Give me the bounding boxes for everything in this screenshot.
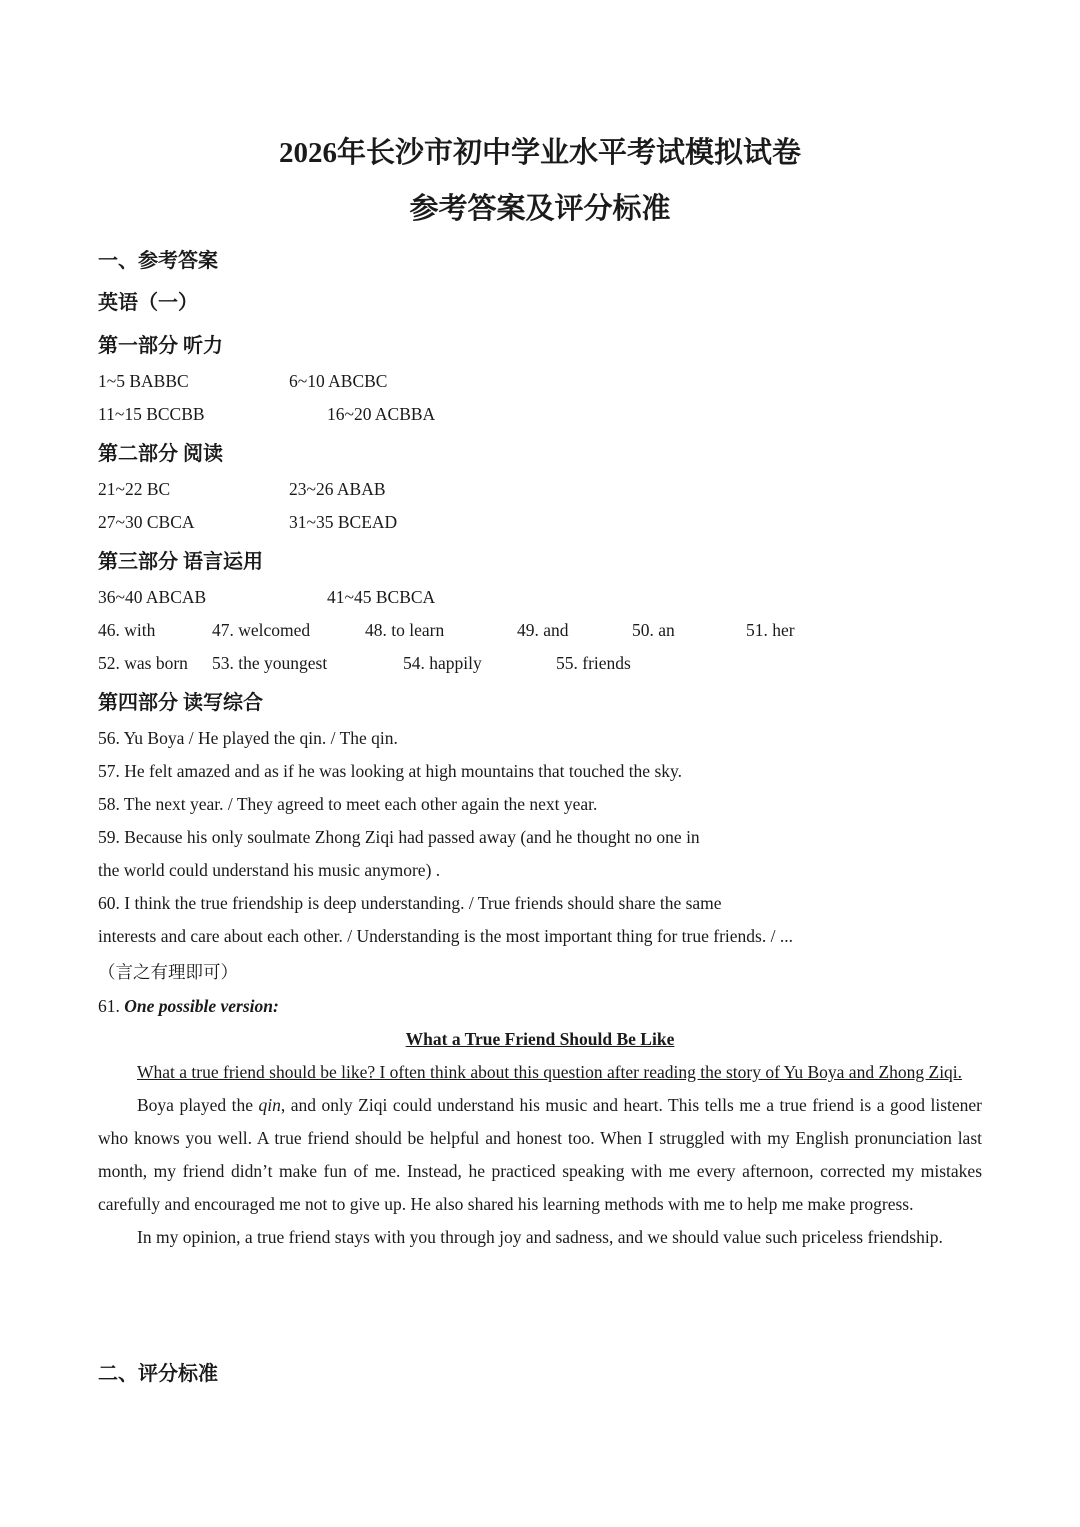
essay-paragraph-1: What a true friend should be like? I often think about this question after reading the story of Yu Boya and Zhong Ziqi.: [137, 1062, 963, 1082]
answer-line: 21~22 BC: [98, 479, 171, 499]
fill-answer: 51. her: [746, 620, 795, 640]
answer-56: 56. Yu Boya / He played the qin. / The qin.: [98, 728, 398, 748]
fill-answer: 54. happily: [403, 653, 482, 673]
answer-61-label: [98, 996, 279, 1017]
page-subtitle: 参考答案及评分标准: [409, 193, 671, 225]
part1-heading: 第一部分 听力: [98, 335, 223, 357]
answer-58: 58. The next year. / They agreed to meet each other again the next year.: [98, 794, 598, 814]
essay-title: What a True Friend Should Be Like: [405, 1029, 675, 1049]
answer-line: 1~5 BABBC: [98, 371, 189, 391]
essay-italic-word: qin: [258, 1095, 281, 1115]
answer-60-line1: 60. I think the true friendship is deep understanding. / True friends should share the same: [98, 893, 722, 913]
fill-answer: 48. to learn: [365, 620, 445, 640]
fill-answer: 53. the youngest: [212, 653, 328, 673]
essay-body: [98, 1056, 982, 1254]
answer-line: 31~35 BCEAD: [289, 512, 398, 532]
essay-paragraph-2: [98, 1089, 982, 1221]
answer-line: 6~10 ABCBC: [289, 371, 388, 391]
answer-59-line2: the world could understand his music anymore) .: [98, 860, 441, 880]
fill-answer: 52. was born: [98, 653, 188, 673]
part4-heading: 第四部分 读写综合: [98, 692, 263, 714]
answer-line: 36~40 ABCAB: [98, 587, 207, 607]
answer-line: 16~20 ACBBA: [327, 404, 436, 424]
answer-60-line2: interests and care about each other. / Understanding is the most important thing for true friends. / ...: [98, 926, 793, 946]
answer-line: 23~26 ABAB: [289, 479, 386, 499]
essay-text: Boya played the: [137, 1095, 259, 1115]
answer-line: 41~45 BCBCA: [327, 587, 436, 607]
fill-answer: 47. welcomed: [212, 620, 311, 640]
subject-heading: 英语（一）: [98, 292, 198, 314]
part2-heading: 第二部分 阅读: [98, 443, 223, 465]
answer-line: 27~30 CBCA: [98, 512, 195, 532]
answer-57: 57. He felt amazed and as if he was looking at high mountains that touched the sky.: [98, 761, 682, 781]
fill-answer: 50. an: [632, 620, 675, 640]
part3-heading: 第三部分 语言运用: [98, 551, 263, 573]
grading-note: （言之有理即可）: [98, 962, 238, 982]
version-label: One possible version:: [124, 996, 279, 1016]
section-heading-grading: 二、评分标准: [98, 1363, 218, 1385]
answer-line: 11~15 BCCBB: [98, 404, 205, 424]
fill-answer: 49. and: [517, 620, 569, 640]
essay-text: , and only Ziqi could understand his music and heart. This tells me a true friend is a good listener who knows you well. A true friend should be helpful and honest too. When I struggled with my English pronunciation last month, my friend didn’t make fun of me. Instead, he practiced speaking with me every afternoon, corrected my mistakes carefully and encouraged me not to give up. He also shared his learning methods with me to help me make progress.: [98, 1095, 982, 1214]
essay-paragraph-3: In my opinion, a true friend stays with you through joy and sadness, and we should value such priceless friendship.: [137, 1227, 943, 1247]
page-title: 2026年长沙市初中学业水平考试模拟试卷: [278, 137, 801, 169]
fill-answer: 55. friends: [556, 653, 631, 673]
question-number: 61.: [98, 996, 125, 1016]
fill-answer: 46. with: [98, 620, 156, 640]
section-heading-answers: 一、参考答案: [98, 250, 218, 272]
answer-59-line1: 59. Because his only soulmate Zhong Ziqi had passed away (and he thought no one in: [98, 827, 700, 847]
